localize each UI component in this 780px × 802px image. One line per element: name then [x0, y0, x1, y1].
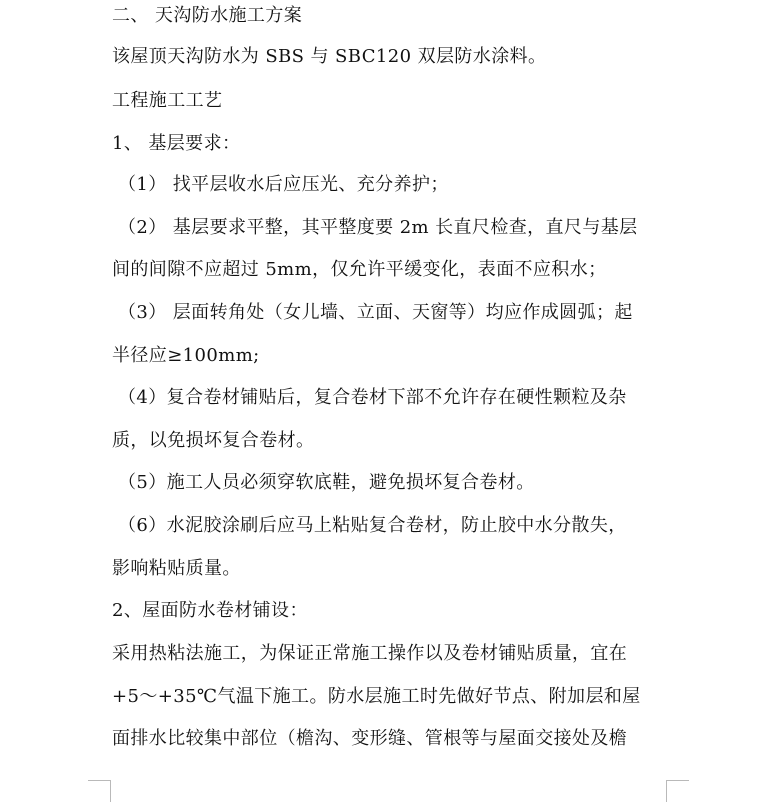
- paragraph-hot-bond-line-2: +5～+35℃气温下施工。防水层施工时先做好节点、附加层和屋: [112, 686, 641, 707]
- page-corner-marker-right: [666, 780, 689, 802]
- requirement-2-line-2: 间的间隙不应超过 5mm，仅允许平缓变化，表面不应积水；: [112, 259, 607, 280]
- requirement-4-line-2: 质，以免损坏复合卷材。: [112, 430, 315, 451]
- paragraph-hot-bond-line-3: 面排水比较集中部位（檐沟、变形缝、管根等与屋面交接处及檐: [112, 728, 628, 749]
- requirement-3-line-1: （3） 层面转角处（女儿墙、立面、天窗等）均应作成圆弧；起: [118, 302, 633, 323]
- requirement-3-line-2: 半径应≥100mm;: [112, 345, 260, 366]
- subheading-process: 工程施工工艺: [112, 90, 223, 111]
- requirement-4-line-1: （4）复合卷材铺贴后，复合卷材下部不允许存在硬性颗粒及杂: [118, 387, 627, 408]
- item-roof-membrane: 2、屋面防水卷材铺设：: [112, 600, 308, 621]
- requirement-2-line-1: （2） 基层要求平整，其平整度要 2m 长直尺检查，直尺与基层: [118, 217, 638, 238]
- requirement-6-line-2: 影响粘贴质量。: [112, 558, 241, 579]
- paragraph-material-spec: 该屋顶天沟防水为 SBS 与 SBC120 双层防水涂料。: [112, 46, 547, 67]
- paragraph-hot-bond-line-1: 采用热粘法施工，为保证正常施工操作以及卷材铺贴质量，宜在: [112, 643, 628, 664]
- requirement-1: （1） 找平层收水后应压光、充分养护；: [118, 174, 449, 195]
- requirement-6-line-1: （6）水泥胶涂刷后应马上粘贴复合卷材，防止胶中水分散失，: [118, 515, 627, 536]
- page-corner-marker-left: [88, 780, 111, 802]
- item-base-requirements: 1、 基层要求：: [112, 133, 241, 154]
- requirement-5: （5）施工人员必须穿软底鞋，避免损坏复合卷材。: [118, 472, 535, 493]
- section-heading-gutter-waterproofing: 二、 天沟防水施工方案: [112, 5, 303, 26]
